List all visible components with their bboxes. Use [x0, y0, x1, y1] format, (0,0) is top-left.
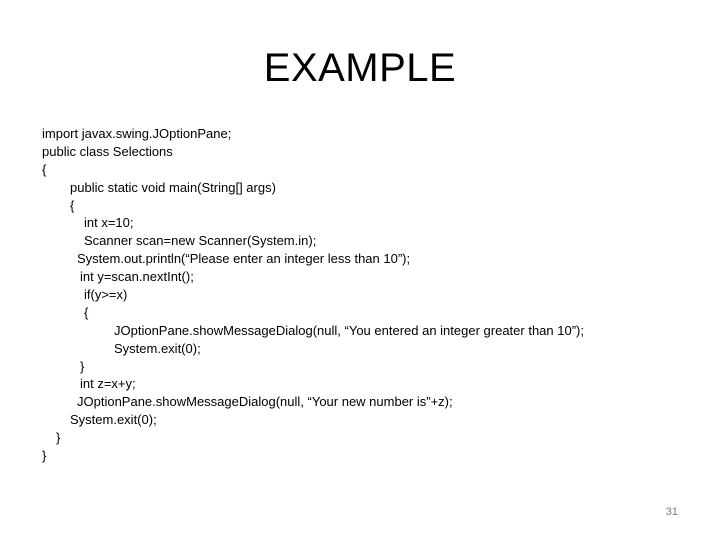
- code-line: JOptionPane.showMessageDialog(null, “You entered an integer greater than 10”);: [114, 322, 584, 338]
- code-line: int x=10;: [84, 215, 134, 231]
- code-line: int y=scan.nextInt();: [80, 269, 194, 285]
- page-number: 31: [665, 506, 678, 518]
- code-line: if(y>=x): [84, 287, 128, 303]
- code-line: System.out.println(“Please enter an integer less than 10”);: [77, 251, 411, 267]
- code-line: {: [70, 197, 75, 213]
- code-line: public static void main(String[] args): [70, 179, 276, 195]
- code-line: import javax.swing.JOptionPane;: [42, 126, 232, 141]
- code-line: JOptionPane.showMessageDialog(null, “Your new number is”+z);: [77, 394, 453, 410]
- code-line: }: [56, 430, 61, 446]
- code-line: int z=x+y;: [80, 376, 136, 392]
- code-line: }: [80, 358, 85, 374]
- code-line: System.exit(0);: [114, 340, 201, 356]
- code-line: Scanner scan=new Scanner(System.in);: [84, 233, 317, 249]
- code-line: System.exit(0);: [70, 412, 157, 428]
- code-line: }: [42, 448, 47, 464]
- code-line: {: [42, 161, 47, 177]
- code-line: public class Selections: [42, 143, 173, 159]
- code-line: {: [84, 304, 89, 320]
- code-block: [0, 125, 720, 465]
- slide-title: EXAMPLE: [263, 46, 457, 90]
